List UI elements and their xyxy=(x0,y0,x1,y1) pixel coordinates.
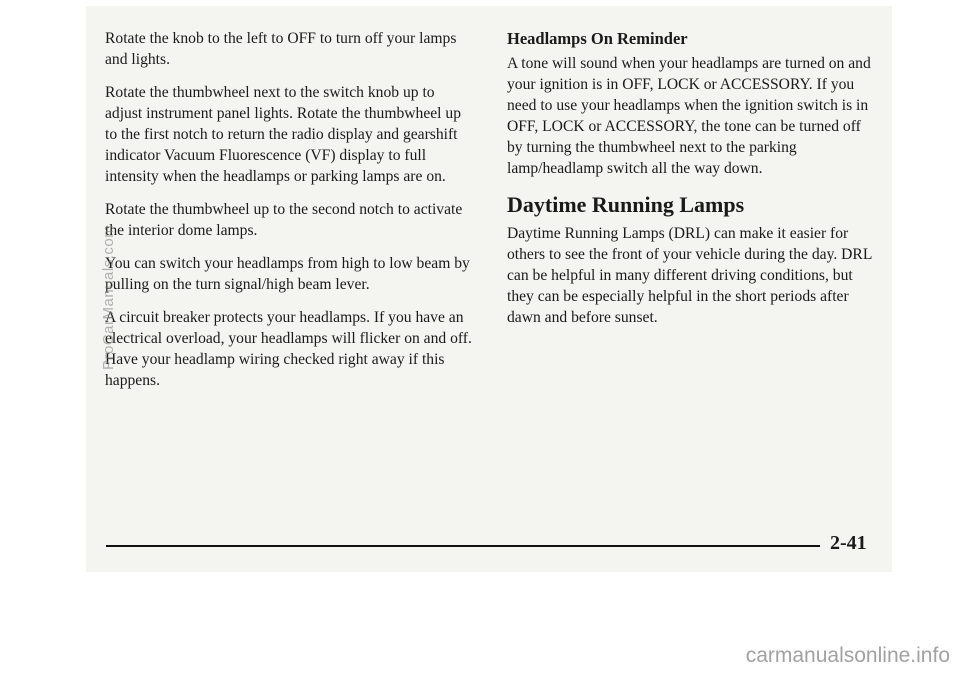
bottom-watermark: carmanualsonline.info xyxy=(745,644,950,667)
paragraph-dome-lamps: Rotate the thumbwheel up to the second notch to activate the interior dome lamps. xyxy=(105,201,463,239)
paragraph-reminder: A tone will sound when your headlamps are turned on and your ignition is in OFF, LOCK or ACCESSORY. If you need to use your headlamps when the ignition switch is in OFF, LOCK or ACCESSORY, the tone can be turned off by turning the thumbwheel next to the parking lamp/headlamp switch all the way down. xyxy=(507,55,871,177)
paragraph-drl: Daytime Running Lamps (DRL) can make it easier for others to see the front of your vehicle during the day. DRL can be helpful in many different driving conditions, but they can be especially helpful in the short periods after dawn and before sunset. xyxy=(507,225,872,326)
manual-page xyxy=(86,6,892,572)
heading-headlamps-reminder: Headlamps On Reminder xyxy=(507,29,688,48)
paragraph-circuit-breaker: A circuit breaker protects your headlamps. If you have an electrical overload, your headlamps will flicker on and off. Have your headlamp wiring checked right away if this happens. xyxy=(105,309,472,389)
left-column xyxy=(105,28,473,403)
paragraph-thumbwheel: Rotate the thumbwheel next to the switch knob up to adjust instrument panel lights. Rotate the thumbwheel up to the first notch to return the radio display and gearshift indicator Vacuum Fluorescence (VF) display to full intensity when the headlamps or parking lamps are on. xyxy=(105,84,461,185)
right-column xyxy=(507,28,875,340)
paragraph-high-low-beam: You can switch your headlamps from high to low beam by pulling on the turn signal/high beam lever. xyxy=(105,255,470,293)
page-number: 2-41 xyxy=(830,532,867,554)
paragraph-lamps-off: Rotate the knob to the left to OFF to turn off your lamps and lights. xyxy=(105,30,457,68)
side-watermark: ProCarManuals.com xyxy=(100,224,117,370)
footer-rule xyxy=(106,545,820,547)
heading-daytime-running-lamps: Daytime Running Lamps xyxy=(507,192,745,217)
